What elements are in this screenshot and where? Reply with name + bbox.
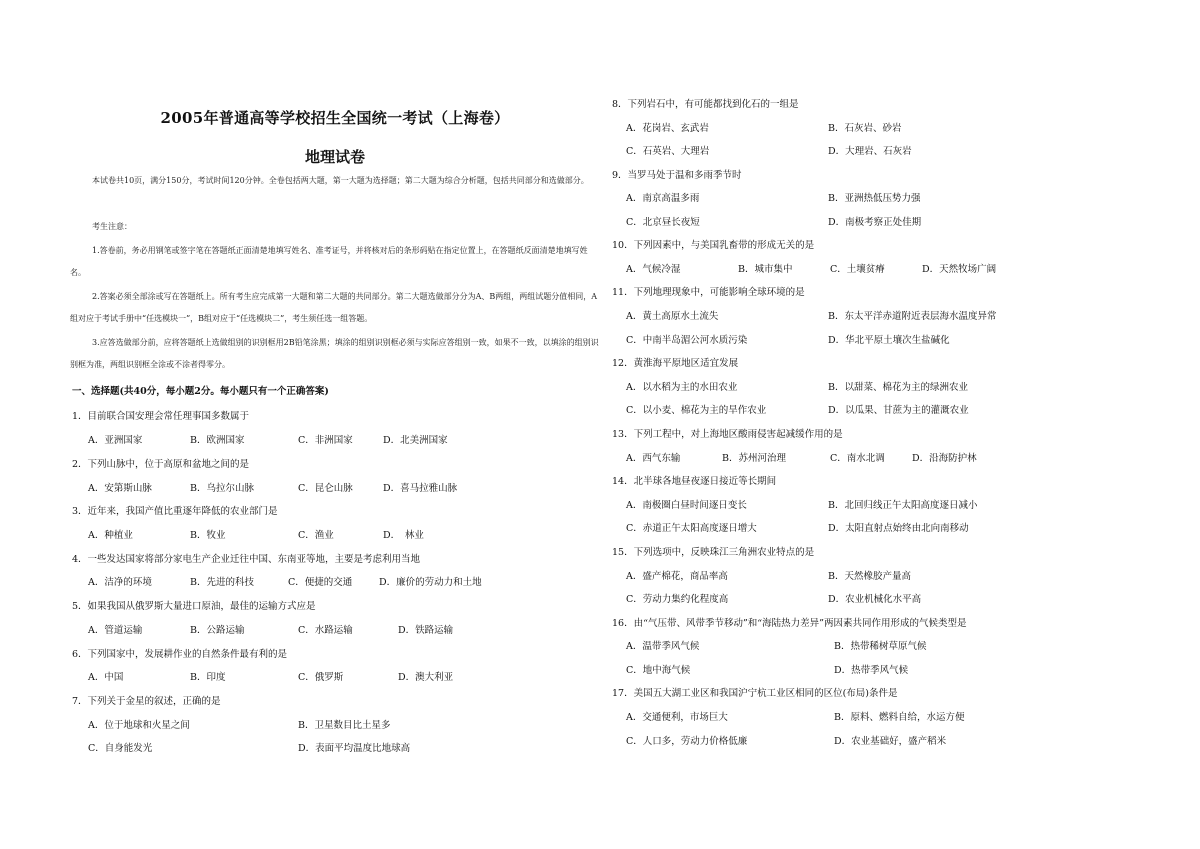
note-3: 3.应答选做部分前，应将答题纸上选做组别的识别框用2B铅笔涂黑；填涂的组别识别框必须与实际应答组别一致，如果不一致，以填涂的组别识别框为准，两组识别框全涂或不涂者得零分。 [70, 338, 599, 369]
paper-subtitle: 地理试卷 [304, 148, 365, 166]
question-10-option-b: B．城市集中 [738, 264, 793, 275]
question-9-option-c: C．北京昼长夜短 [626, 217, 700, 228]
question-3-option-b: B．牧业 [190, 530, 226, 541]
question-14-option-b: B．北回归线正午太阳高度逐日减小 [828, 500, 978, 511]
question-15-option-d: D．农业机械化水平高 [828, 594, 922, 605]
question-12-option-a: A．以水稻为主的水田农业 [626, 382, 738, 393]
question-2-option-b: B．乌拉尔山脉 [190, 483, 254, 494]
question-17-stem: 17．美国五大湖工业区和我国沪宁杭工业区相同的区位(布局)条件是 [612, 688, 898, 699]
question-17-option-b: B．原料、燃料自给，水运方便 [834, 712, 965, 723]
question-11-option-b: B．东太平洋赤道附近表层海水温度异常 [828, 311, 997, 322]
question-1-stem: 1．目前联合国安理会常任理事国多数属于 [72, 411, 250, 422]
question-7-option-b: B．卫星数目比土星多 [298, 720, 391, 731]
question-15-stem: 15．下列选项中，反映珠江三角洲农业特点的是 [612, 547, 815, 558]
question-15-option-c: C．劳动力集约化程度高 [626, 594, 729, 605]
question-5-option-c: C．水路运输 [298, 625, 353, 636]
question-10-option-a: A．气候冷湿 [626, 264, 681, 275]
question-8-option-d: D．大理岩、石灰岩 [828, 146, 912, 157]
question-15-option-b: B．天然橡胶产量高 [828, 571, 911, 582]
question-16-option-a: A．温带季风气候 [626, 641, 700, 652]
question-1-option-b: B．欧洲国家 [190, 435, 245, 446]
question-2-stem: 2．下列山脉中，位于高原和盆地之间的是 [72, 459, 250, 470]
question-1-option-c: C．非洲国家 [298, 435, 353, 446]
question-8-stem: 8．下列岩石中，有可能都找到化石的一组是 [612, 99, 799, 110]
section-heading: 一、选择题(共40分，每小题2分。每小题只有一个正确答案) [72, 386, 329, 397]
question-16-option-d: D．热带季风气候 [834, 665, 909, 676]
question-14-stem: 14．北半球各地昼夜逐日接近等长期间 [612, 476, 777, 487]
question-11-option-d: D．华北平原土壤次生盐碱化 [828, 335, 950, 346]
question-12-option-d: D．以瓜果、甘蔗为主的灌溉农业 [828, 405, 969, 416]
question-12-option-c: C．以小麦、棉花为主的旱作农业 [626, 405, 767, 416]
question-10-stem: 10．下列因素中，与美国乳畜带的形成无关的是 [612, 240, 815, 251]
question-3-stem: 3．近年来，我国产值比重逐年降低的农业部门是 [72, 506, 278, 517]
note-1: 1.答卷前，务必用钢笔或签字笔在答题纸正面清楚地填写姓名、准考证号，并将核对后的条形码贴在指定位置上，在答题纸反面清楚地填写姓名。 [70, 246, 588, 277]
question-8-option-a: A．花岗岩、玄武岩 [626, 123, 709, 134]
question-4-option-c: C．便捷的交通 [288, 577, 353, 588]
question-9-stem: 9．当罗马处于温和多雨季节时 [612, 170, 742, 181]
intro-paragraph: 本试卷共10页，满分150分，考试时间120分钟。全卷包括两大题，第一大题为选择题；第二大题为综合分析题，包括共同部分和选做部分。 [92, 176, 589, 185]
notice-label: 考生注意： [92, 222, 132, 231]
question-13-option-a: A．西气东输 [626, 453, 681, 464]
question-4-stem: 4．一些发达国家将部分家电生产企业迁往中国、东南亚等地，主要是考虑利用当地 [72, 554, 421, 565]
question-13-option-c: C．南水北调 [830, 453, 885, 464]
question-5-option-d: D．铁路运输 [398, 625, 454, 636]
question-10-option-d: D．天然牧场广阔 [922, 264, 997, 275]
question-3-option-c: C．渔业 [298, 530, 334, 541]
exam-title: 2005年普通高等学校招生全国统一考试（上海卷） [160, 109, 510, 127]
question-1-option-d: D．北美洲国家 [383, 435, 448, 446]
question-5-option-a: A．管道运输 [88, 625, 143, 636]
question-7-stem: 7．下列关于金星的叙述，正确的是 [72, 696, 221, 707]
question-14-option-a: A．南极圈白昼时间逐日变长 [626, 500, 747, 511]
question-8-option-b: B．石灰岩、砂岩 [828, 123, 902, 134]
question-4-option-d: D．廉价的劳动力和土地 [379, 577, 482, 588]
question-4-option-b: B．先进的科技 [190, 577, 254, 588]
question-3-option-a: A．种植业 [88, 530, 133, 541]
question-16-stem: 16．由“气压带、风带季节移动”和“海陆热力差异”两因素共同作用形成的气候类型是 [612, 618, 967, 629]
question-10-option-c: C．土壤贫瘠 [830, 264, 885, 275]
question-13-stem: 13．下列工程中，对上海地区酸雨侵害起减缓作用的是 [612, 429, 843, 440]
question-12-option-b: B．以甜菜、棉花为主的绿洲农业 [828, 382, 968, 393]
question-6-stem: 6．下列国家中，发展耕作业的自然条件最有利的是 [72, 649, 288, 660]
question-6-option-b: B．印度 [190, 672, 226, 683]
question-14-option-c: C．赤道正午太阳高度逐日增大 [626, 523, 757, 534]
question-2-option-a: A．安第斯山脉 [88, 483, 152, 494]
question-11-option-a: A．黄土高原水土流失 [626, 311, 719, 322]
note-2: 2.答案必须全部涂或写在答题纸上。所有考生应完成第一大题和第二大题的共同部分。第二大题选做部分分为A、B两组，两组试题分值相同，A组对应于考试手册中“任选模块一”，B组对应于“任选模块二”，考生须任选一组答题。 [70, 292, 598, 323]
question-1-option-a: A．亚洲国家 [88, 435, 143, 446]
question-13-option-b: B．苏州河治理 [722, 453, 786, 464]
question-3-option-d: D． 林业 [383, 530, 424, 541]
question-17-option-c: C．人口多，劳动力价格低廉 [626, 736, 748, 747]
question-16-option-c: C．地中海气候 [626, 665, 691, 676]
question-2-option-d: D．喜马拉雅山脉 [383, 483, 458, 494]
question-6-option-d: D．澳大利亚 [398, 672, 454, 683]
question-7-option-d: D．表面平均温度比地球高 [298, 743, 411, 754]
question-17-option-a: A．交通便利，市场巨大 [626, 712, 728, 723]
question-11-option-c: C．中南半岛湄公河水质污染 [626, 335, 748, 346]
question-13-option-d: D．沿海防护林 [912, 453, 977, 464]
question-14-option-d: D．太阳直射点始终由北向南移动 [828, 523, 969, 534]
question-2-option-c: C．昆仑山脉 [298, 483, 353, 494]
question-5-option-b: B．公路运输 [190, 625, 245, 636]
question-4-option-a: A．洁净的环境 [88, 577, 152, 588]
question-11-stem: 11．下列地理现象中，可能影响全球环境的是 [612, 287, 805, 298]
question-8-option-c: C．石英岩、大理岩 [626, 146, 710, 157]
question-7-option-a: A．位于地球和火星之间 [88, 720, 190, 731]
question-9-option-d: D．南极考察正处佳期 [828, 217, 922, 228]
question-17-option-d: D．农业基础好，盛产稻米 [834, 736, 947, 747]
question-7-option-c: C．自身能发光 [88, 743, 153, 754]
question-5-stem: 5．如果我国从俄罗斯大量进口原油，最佳的运输方式应是 [72, 601, 316, 612]
question-9-option-b: B．亚洲热低压势力强 [828, 193, 921, 204]
question-15-option-a: A．盛产棉花，商品率高 [626, 571, 728, 582]
question-6-option-a: A．中国 [88, 672, 124, 683]
question-12-stem: 12．黄淮海平原地区适宜发展 [612, 358, 739, 369]
question-6-option-c: C．俄罗斯 [298, 672, 344, 683]
question-16-option-b: B．热带稀树草原气候 [834, 641, 927, 652]
question-9-option-a: A．南京高温多雨 [626, 193, 700, 204]
